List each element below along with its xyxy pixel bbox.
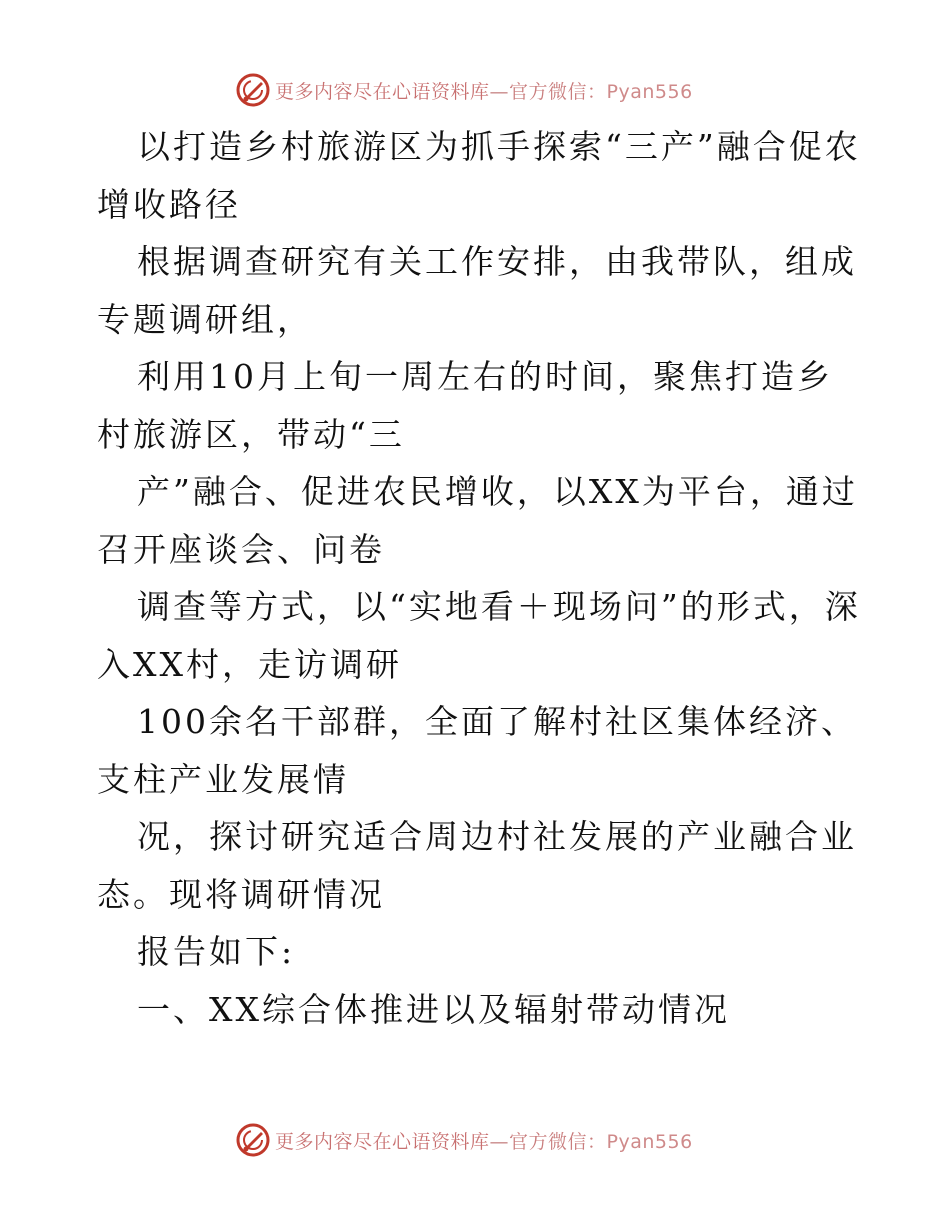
paragraph: 调查等方式，以“实地看＋现场问”的形式，深入XX村，走访调研	[97, 587, 861, 684]
watermark-main: 更多内容尽在心语资料库	[275, 80, 490, 103]
paragraph: 根据调查研究有关工作安排，由我带队，组成专题调研组，	[97, 242, 857, 339]
watermark-id: Pyan556	[606, 1130, 693, 1153]
watermark-separator: —	[489, 1130, 510, 1153]
watermark-text	[275, 1127, 693, 1154]
paragraph: 100余名干部群，全面了解村社区集体经济、支柱产业发展情	[97, 702, 857, 799]
footer-watermark	[235, 1120, 693, 1160]
document-body	[97, 118, 867, 1038]
paragraph: 产”融合、促进农民增收，以XX为平台，通过召开座谈会、问卷	[97, 472, 858, 569]
paragraph-title: 以打造乡村旅游区为抓手探索“三产”融合促农增收路径	[97, 127, 861, 224]
brand-logo-icon	[235, 1122, 271, 1158]
section-heading: 一、XX综合体推进以及辐射带动情况	[137, 989, 730, 1029]
paragraph: 利用10月上旬一周左右的时间，聚焦打造乡村旅游区，带动“三	[97, 357, 833, 454]
header-watermark	[235, 70, 693, 110]
watermark-label: 官方微信：	[509, 1130, 607, 1153]
watermark-separator: —	[489, 80, 510, 103]
watermark-id: Pyan556	[606, 80, 693, 103]
watermark-text	[275, 77, 693, 104]
watermark-label: 官方微信：	[509, 80, 607, 103]
paragraph: 况，探讨研究适合周边村社发展的产业融合业态。现将调研情况	[97, 817, 857, 914]
brand-logo-icon	[235, 72, 271, 108]
watermark-main: 更多内容尽在心语资料库	[275, 1130, 490, 1153]
paragraph: 报告如下:	[137, 932, 296, 971]
